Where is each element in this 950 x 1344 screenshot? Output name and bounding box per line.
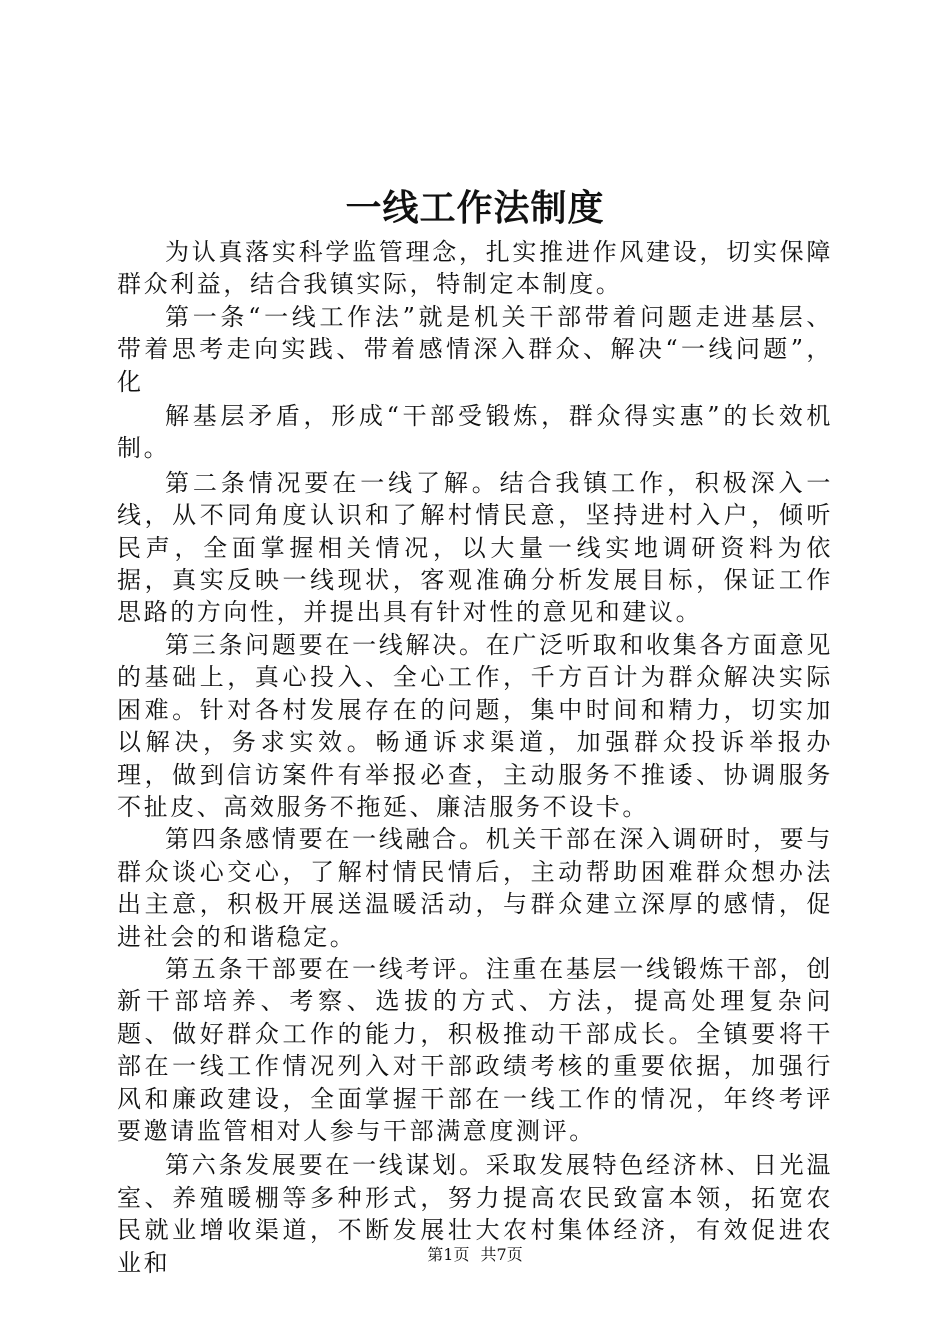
paragraph-article-1-continued: 解基层矛盾，形成“干部受锻炼，群众得实惠”的长效机制。 [117,402,833,463]
paragraph-article-5: 第五条干部要在一线考评。注重在基层一线锻炼干部，创新干部培养、考察、选拔的方式、方法，提高处理复杂问题、做好群众工作的能力，积极推动干部成长。全镇要将干部在一线工作情况列入对干部政绩考核的重要依据，加强行风和廉政建设，全面掌握干部在一线工作的情况，年终考评要邀请监管相对人参与干部满意度测评。 [117,954,833,1145]
document-body [117,236,833,1279]
paragraph-intro: 为认真落实科学监管理念，扎实推进作风建设，切实保障群众利益，结合我镇实际，特制定本制度。 [117,238,833,299]
page-footer [0,1244,950,1266]
paragraph-article-3: 第三条问题要在一线解决。在广泛听取和收集各方面意见的基础上，真心投入、全心工作，千方百计为群众解决实际困难。针对各村发展存在的问题，集中时间和精力，切实加以解决，务求实效。畅通诉求渠道，加强群众投诉举报办理，做到信访案件有举报必查，主动服务不推诿、协调服务不扯皮、高效服务不拖延、廉洁服务不设卡。 [117,630,833,821]
page-number: 第1页 [427,1245,470,1264]
paragraph-article-1: 第一条“一线工作法”就是机关干部带着问题走进基层、带着思考走向实践、带着感情深入群众、解决“一线问题”，化 [117,302,833,396]
paragraph-article-6: 第六条发展要在一线谋划。采取发展特色经济林、日光温室、养殖暖棚等多种形式，努力提高农民致富本领，拓宽农民就业增收渠道，不断发展壮大农村集体经济，有效促进农业和 [117,1151,833,1277]
document-title: 一线工作法制度 [345,187,605,229]
paragraph-article-4: 第四条感情要在一线融合。机关干部在深入调研时，要与群众谈心交心，了解村情民情后，主动帮助困难群众想办法出主意，积极开展送温暖活动，与群众建立深厚的感情，促进社会的和谐稳定。 [117,825,833,951]
page-total: 共7页 [480,1245,523,1264]
paragraph-article-2: 第二条情况要在一线了解。结合我镇工作，积极深入一线，从不同角度认识和了解村情民意，坚持进村入户，倾听民声，全面掌握相关情况，以大量一线实地调研资料为依据，真实反映一线现状，客观准确分析发展目标，保证工作思路的方向性，并提出具有针对性的意见和建议。 [117,468,833,627]
